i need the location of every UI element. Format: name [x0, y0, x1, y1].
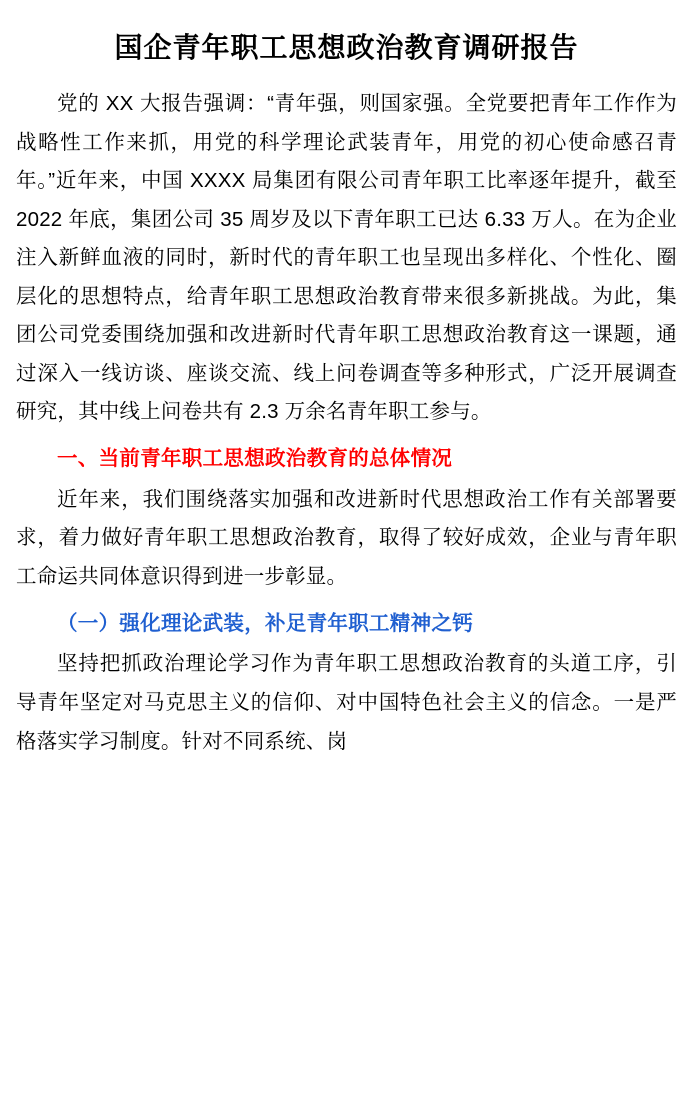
paragraph-intro: 党的 XX 大报告强调：“青年强，则国家强。全党要把青年工作作为战略性工作来抓，用党的科学理论武装青年，用党的初心使命感召青年。”近年来，中国 XXXX 局集团有限公司青年职工比率逐年提升，截至 2022 年底，集团公司 35 周岁及以下青年职工已达 6.33 万人。在为企业注入新鲜血液的同时，新时代的青年职工也呈现出多样化、个性化、圈层化的思想特点，给青年职工思想政治教育带来很多新挑战。为此，集团公司党委围绕加强和改进新时代青年职工思想政治教育这一课题，通过深入一线访谈、座谈交流、线上问卷调查等多种形式，广泛开展调查研究，其中线上问卷共有 2.3 万余名青年职工参与。	[16, 92, 677, 424]
section-heading-1: 一、当前青年职工思想政治教育的总体情况	[57, 446, 453, 470]
paragraph-overview: 近年来，我们围绕落实加强和改进新时代思想政治工作有关部署要求，着力做好青年职工思想政治教育，取得了较好成效，企业与青年职工命运共同体意识得到进一步彰显。	[16, 487, 677, 588]
page-title: 国企青年职工思想政治教育调研报告	[114, 32, 579, 63]
subsection-heading-1: （一）强化理论武装，补足青年职工精神之钙	[57, 611, 473, 635]
paragraph-theory: 坚持把抓政治理论学习作为青年职工思想政治教育的头道工序，引导青年坚定对马克思主义的信仰、对中国特色社会主义的信念。一是严格落实学习制度。针对不同系统、岗	[16, 652, 677, 753]
